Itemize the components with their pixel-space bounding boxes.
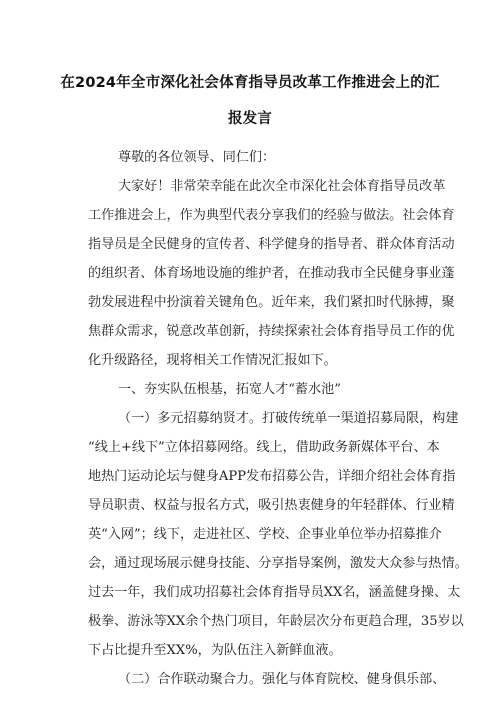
body-line: 英“入网”；线下，走进社区、学校、企事业单位举办招募推介 xyxy=(88,527,442,542)
body-line: 极拳、游泳等XX余个热门项目，年龄层次分布更趋合理，35岁以 xyxy=(88,614,464,629)
subsection-line: （二）合作联动聚合力。强化与体育院校、健身俱乐部、 xyxy=(118,672,446,687)
body-line: 工作推进会上，作为典型代表分享我们的经验与做法。社会体育 xyxy=(88,208,455,223)
body-line: 焦群众需求，锐意改革创新，持续探索社会体育指导员工作的优 xyxy=(88,324,455,339)
body-line: 下占比提升至XX%，为队伍注入新鲜血液。 xyxy=(88,643,342,658)
section-heading: 一、夯实队伍根基，拓宽人才“蓄水池” xyxy=(118,382,341,397)
body-line: 化升级路径，现将相关工作情况汇报如下。 xyxy=(88,353,337,368)
body-line: “线上+线下”立体招募网络。线上，借助政务新媒体平台、本 xyxy=(88,440,440,455)
subsection-line: （一）多元招募纳贤才。打破传统单一渠道招募局限，构建 xyxy=(118,411,459,426)
body-line: 的组织者、体育场地设施的维护者，在推动我市全民健身事业蓬 xyxy=(88,266,455,281)
body-line: 勃发展进程中扮演着关键角色。近年来，我们紧扣时代脉搏，聚 xyxy=(88,295,455,310)
body-line: 指导员是全民健身的宣传者、科学健身的指导者、群众体育活动 xyxy=(88,237,455,252)
body-line: 地热门运动论坛与健身APP发布招募公告，详细介绍社会体育指 xyxy=(88,469,456,484)
document-title-line-2: 报发言 xyxy=(227,111,273,127)
body-line: 导员职责、权益与报名方式，吸引热衷健身的年轻群体、行业精 xyxy=(88,498,455,513)
body-line: 过去一年，我们成功招募社会体育指导员XX名，涵盖健身操、太 xyxy=(88,585,461,600)
salutation: 尊敬的各位领导、同仁们： xyxy=(118,150,276,165)
document-title-line-1: 在2024年全市深化社会体育指导员改革工作推进会上的汇 xyxy=(60,75,440,91)
body-line: 会，通过现场展示健身技能、分享指导案例，激发大众参与热情。 xyxy=(88,556,468,571)
body-line: 大家好！非常荣幸能在此次全市深化社会体育指导员改革 xyxy=(118,179,446,194)
